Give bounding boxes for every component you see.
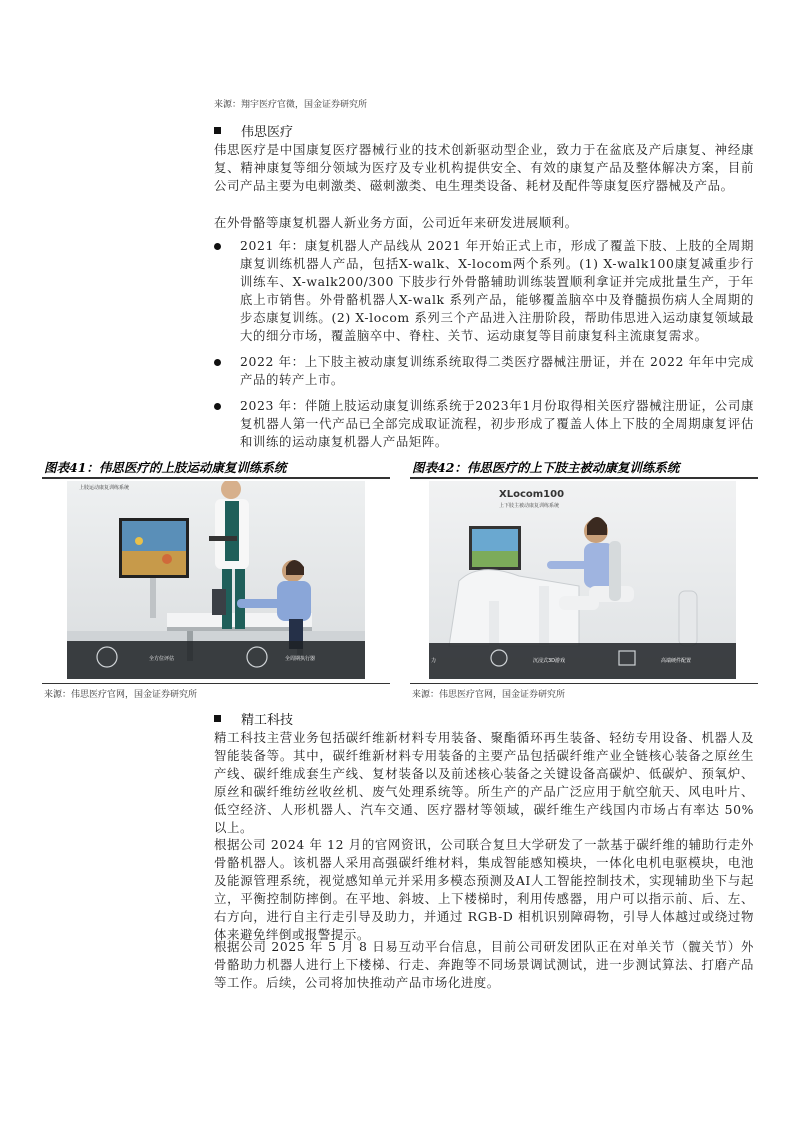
- figure-42-rule: [410, 477, 758, 479]
- bullet-dot-icon: [214, 403, 221, 410]
- section-title: 伟思医疗: [241, 125, 294, 140]
- feature-label: 高端硬件配置: [661, 658, 692, 664]
- brand-logo-text: XLocom100: [499, 489, 565, 500]
- figure-41-rule: [42, 477, 390, 479]
- paragraph: 根据公司 2025 年 5 月 8 日易互动平台信息，目前公司研发团队正在对单关节（髋关节）外骨骼助力机器人进行上下楼梯、行走、奔跑等不同场景调试测试，进一步测试算法、打磨产品等工作。后续，公司将加快推动产品市场化进度。: [214, 939, 754, 990]
- source-note-top: 来源：翔宇医疗官微，国金证券研究所: [214, 100, 368, 110]
- bullet-dot-icon: [214, 243, 221, 250]
- paragraph: 精工科技主营业务包括碳纤维新材料专用装备、聚酯循环再生装备、轻纺专用设备、机器人及智能装备等。其中，碳纤维新材料专用装备的主要产品包括碳纤维产业全链核心装备之原丝生产线、碳纤维成套生产线、复材装备以及前述核心装备之关键设备高碳炉、低碳炉、预氧炉、原丝和碳纤维纺丝收丝机、废气处理系统等。所生产的产品广泛应用于航空航天、风电叶片、低空经济、人形机器人、汽车交通、医疗器材等领域，碳纤维生产线国内市场占有率达 50%以上。: [214, 730, 754, 835]
- list-item: 2021 年：康复机器人产品线从 2021 年开始正式上市，形成了覆盖下肢、上肢的全周期康复训练机器人产品，包括X-walk、X-locom两个系列。(1) X-walk100康复减重步行训练车、X-walk200/300 下肢步行外骨骼辅助训练装置顺利拿证并完成批量生产，于年底上市销售。外骨骼机器人X-walk 系列产品，能够覆盖脑卒中及脊髓损伤病人全周期的步态康复训练。(2) X-locom 系列三个产品进入注册阶段，帮助伟思进入运动康复领域最大的细分市场，覆盖脑卒中、脊柱、关节、运动康复等目前康复科主流康复需求。: [214, 237, 754, 345]
- square-bullet-icon: [214, 127, 221, 134]
- figure-42-source: 来源：伟思医疗官网，国金证券研究所: [412, 690, 566, 700]
- section-heading: [214, 709, 754, 728]
- section-weisi: [214, 121, 754, 140]
- list-item: 2022 年：上下肢主被动康复训练系统取得二类医疗器械注册证，并在 2022 年年中完成产品的转产上市。: [214, 353, 754, 389]
- section-jinggong: [214, 709, 754, 728]
- square-bullet-icon: [214, 715, 221, 722]
- figure-42-bottom-rule: [410, 683, 758, 684]
- bullet-dot-icon: [214, 359, 221, 366]
- figure-41-source: 来源：伟思医疗官网，国金证券研究所: [44, 690, 198, 700]
- screen-caption: 上肢运动康复训练系统: [79, 485, 130, 491]
- section-title: 精工科技: [241, 713, 294, 728]
- figure-41-title: 图表41：伟思医疗的上肢运动康复训练系统: [44, 460, 287, 475]
- paragraph: 根据公司 2024 年 12 月的官网资讯，公司联合复旦大学研发了一款基于碳纤维的辅助行走外骨骼机器人。该机器人采用高强碳纤维材料，集成智能感知模块，一体化电机电驱模块，电池及能源管理系统，视觉感知单元并采用多模态预测及AI人工智能控制技术，实现辅助坐下与起立，平衡控制防摔倒。在平地、斜坡、上下楼梯时，利用传感器，用户可以指示前、后、左、右方向，进行自主行走引导及助力，并通过 RGB-D 相机识别障碍物，引导人体越过或绕过物体来避免绊倒或报警提示。: [214, 837, 754, 942]
- feature-label: 沉浸式3D游戏: [533, 658, 566, 664]
- product-subtitle: 上下肢主被动康复训练系统: [499, 503, 560, 509]
- figure-41-bottom-rule: [42, 683, 390, 684]
- paragraph: 伟思医疗是中国康复医疗器械行业的技术创新驱动型企业，致力于在盆底及产后康复、神经康复、精神康复等细分领域为医疗及专业机构提供安全、有效的康复产品及整体解决方案，目前公司产品主要为电刺激类、磁刺激类、电生理类设备、耗材及配件等康复医疗器械及产品。: [214, 142, 754, 193]
- feature-label: 全方位评估: [149, 656, 175, 662]
- feature-label: 全周期执行器: [285, 656, 316, 662]
- bullet-list: [214, 237, 754, 451]
- paragraph: 在外骨骼等康复机器人新业务方面，公司近年来研发进展顺利。: [214, 215, 578, 230]
- section-heading: [214, 121, 754, 140]
- feature-label: 力: [431, 658, 437, 664]
- figure-42-title: 图表42：伟思医疗的上下肢主被动康复训练系统: [412, 460, 680, 475]
- figure-41-photo: [67, 481, 365, 679]
- list-item: 2023 年：伴随上肢运动康复训练系统于2023年1月份取得相关医疗器械注册证，公司康复机器人第一代产品已全部完成取证流程，初步形成了覆盖人体上下肢的全周期康复评估和训练的运动康复机器人产品矩阵。: [214, 397, 754, 451]
- figure-42-photo: [429, 481, 736, 679]
